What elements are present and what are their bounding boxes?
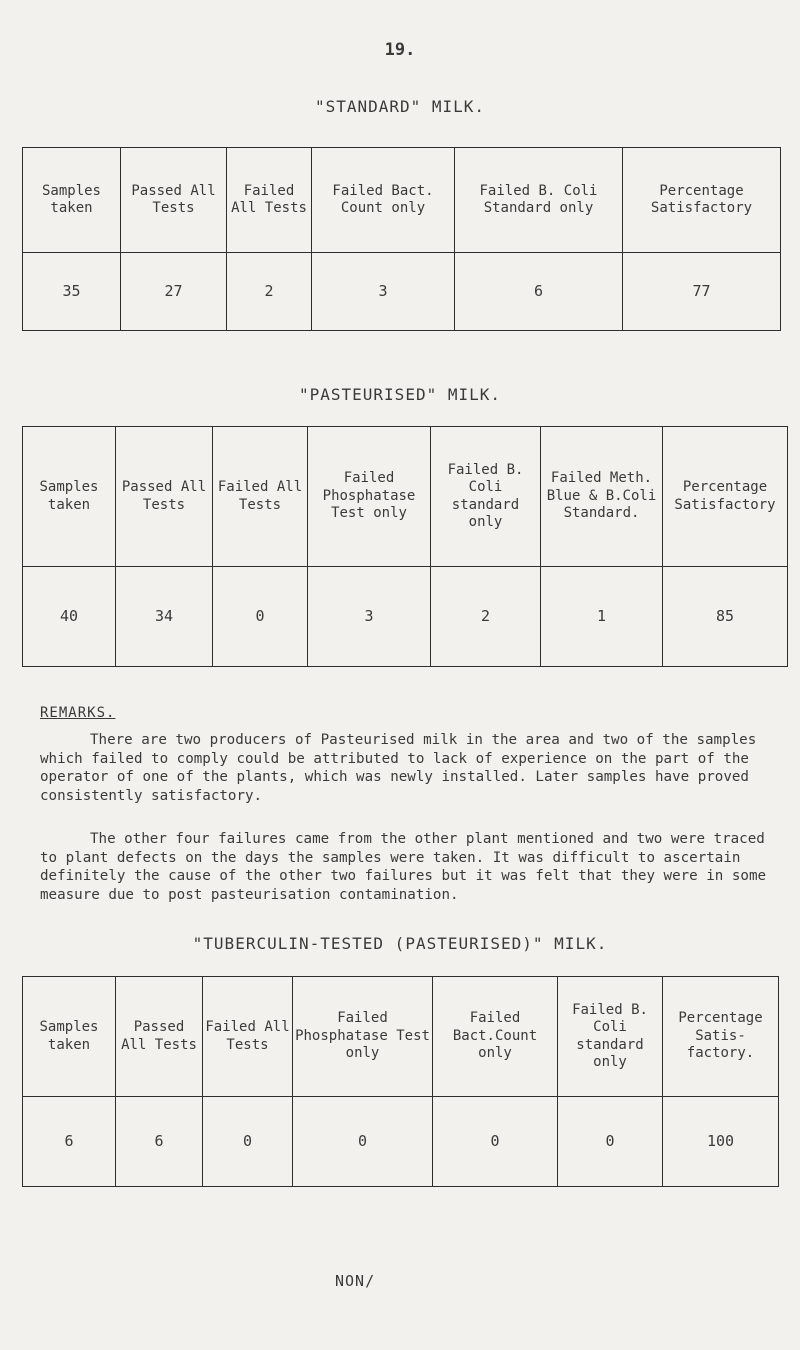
remarks-heading: REMARKS. (40, 705, 116, 721)
pasteurised-milk-table (22, 426, 788, 667)
page-number: 19. (384, 40, 416, 60)
remarks-paragraph-1: There are two producers of Pasteurised milk in the area and two of the samples which failed to comply could be attributed to lack of experience on the part of the operator of one of the plants, which was newly installed. Later samples have proved consistently satisfactory. (40, 732, 757, 804)
pasteurised-milk-title: "PASTEURISED" MILK. (298, 385, 502, 404)
value-cell: 6 (23, 1097, 116, 1187)
header-cell: Failed B. Coli Standard only (455, 148, 623, 253)
value-cell: 6 (116, 1097, 203, 1187)
header-cell: Failed Bact. Count only (312, 148, 455, 253)
header-cell: Failed Meth. Blue & B.Coli Standard. (541, 427, 663, 567)
value-cell: 2 (227, 253, 312, 331)
value-cell: 77 (623, 253, 781, 331)
value-cell: 34 (116, 567, 213, 667)
value-cell: 100 (663, 1097, 779, 1187)
tuberculin-milk-title: "TUBERCULIN-TESTED (PASTEURISED)" MILK. (192, 934, 608, 953)
value-cell: 85 (663, 567, 788, 667)
header-cell: Failed All Tests (203, 977, 293, 1097)
catchword-footer: NON/ (335, 1272, 376, 1290)
header-cell: Percentage Satisfactory (663, 427, 788, 567)
value-cell: 0 (558, 1097, 663, 1187)
tuberculin-milk-table (22, 976, 779, 1187)
standard-milk-title: "STANDARD" MILK. (314, 97, 486, 116)
value-cell: 0 (293, 1097, 433, 1187)
header-cell: Failed B. Coli standard only (431, 427, 541, 567)
header-cell: Samples taken (23, 148, 121, 253)
header-cell: Passed All Tests (116, 427, 213, 567)
header-cell: Failed Bact.Count only (433, 977, 558, 1097)
header-cell: Failed B. Coli standard only (558, 977, 663, 1097)
header-cell: Passed All Tests (116, 977, 203, 1097)
header-cell: Failed Phosphatase Test only (308, 427, 431, 567)
value-cell: 35 (23, 253, 121, 331)
standard-milk-table (22, 147, 781, 331)
remarks-paragraph-2: The other four failures came from the other plant mentioned and two were traced to plant defects on the days the samples were taken. It was difficult to ascertain definitely the cause of the other two failures but it was felt that they were in some measure due to post pasteurisation contamination. (40, 831, 767, 903)
header-cell: Passed All Tests (121, 148, 227, 253)
header-cell: Percentage Satisfactory (623, 148, 781, 253)
header-cell: Failed All Tests (213, 427, 308, 567)
header-cell: Percentage Satis-factory. (663, 977, 779, 1097)
value-cell: 0 (213, 567, 308, 667)
value-cell: 0 (203, 1097, 293, 1187)
header-cell: Samples taken (23, 977, 116, 1097)
value-cell: 3 (308, 567, 431, 667)
header-cell: Samples taken (23, 427, 116, 567)
header-cell: Failed Phosphatase Test only (293, 977, 433, 1097)
value-cell: 1 (541, 567, 663, 667)
value-cell: 3 (312, 253, 455, 331)
header-cell: Failed All Tests (227, 148, 312, 253)
value-cell: 0 (433, 1097, 558, 1187)
value-cell: 27 (121, 253, 227, 331)
value-cell: 40 (23, 567, 116, 667)
value-cell: 2 (431, 567, 541, 667)
value-cell: 6 (455, 253, 623, 331)
